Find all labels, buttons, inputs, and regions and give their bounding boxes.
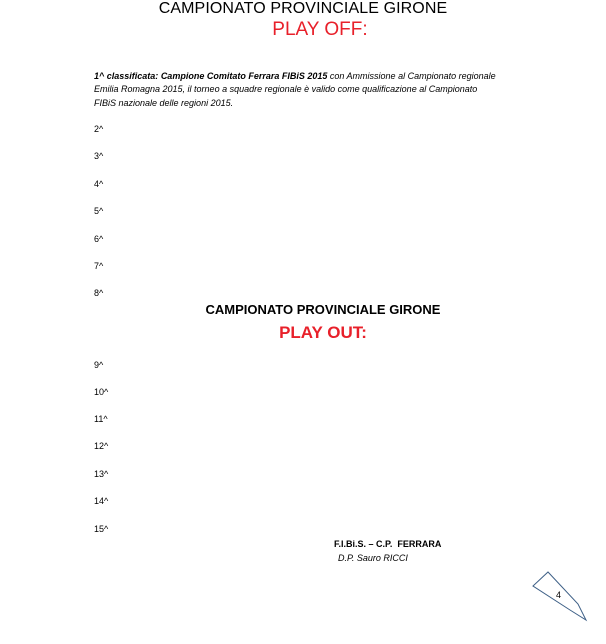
first-place-prize: Campione Comitato Ferrara FIBiS 2015 [160,71,328,81]
playout-title: CAMPIONATO PROVINCIALE GIRONE [205,302,441,317]
rank-4: 4^ [94,179,104,189]
rank-9: 9^ [94,360,104,370]
rank-11: 11^ [94,414,108,424]
rank-15: 15^ [94,524,109,534]
rank-12: 12^ [94,441,109,451]
rank-10: 10^ [94,387,109,397]
page-number: 4 [556,590,562,600]
playout-subtitle: PLAY OUT: [279,323,367,342]
signature-org: F.I.Bi.S. – C.P. FERRARA [334,539,442,549]
first-place-label: 1^ classificata: [94,71,159,81]
playoff-subtitle: PLAY OFF: [272,19,368,40]
rank-2: 2^ [94,124,104,134]
rank-7: 7^ [94,261,104,271]
rank-14: 14^ [94,496,109,506]
rank-3: 3^ [94,151,104,161]
rank-6: 6^ [94,234,104,244]
signature-person: D.P. Sauro RICCI [338,553,408,563]
first-place-paragraph [94,70,554,110]
rank-5: 5^ [94,206,104,216]
first-place-text-3: FIBiS nazionale delle regioni 2015. [94,97,234,108]
first-place-text-1: con Ammissione al Campionato regionale [327,71,496,81]
page-number-badge [530,570,590,630]
playoff-title: CAMPIONATO PROVINCIALE GIRONE [158,0,448,17]
rank-8: 8^ [94,288,104,298]
rank-13: 13^ [94,469,109,479]
first-place-text-2: Emilia Romagna 2015, il torneo a squadre regionale è valido come qualificazione al Campionato [94,84,478,95]
